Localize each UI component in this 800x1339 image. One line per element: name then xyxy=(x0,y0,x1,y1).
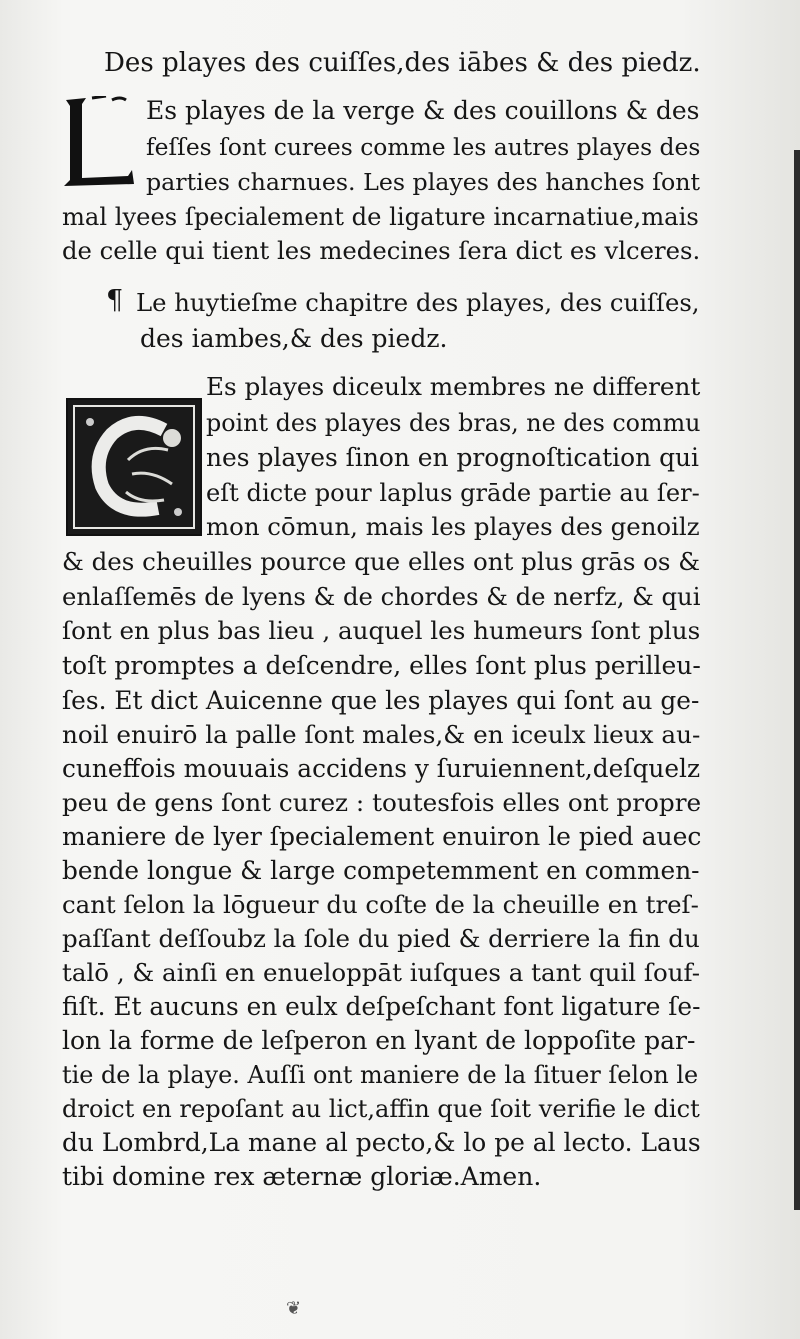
text-line: tie de la playe. Auſſi ont maniere de la ſituer ſelon le xyxy=(62,1061,699,1089)
running-head: Des playes des cuiſſes,des iābes & des piedz. xyxy=(104,48,701,78)
text-line: noil enuirō la palle ſont males,& en iceulx lieux au- xyxy=(62,720,701,749)
text-line: mal lyees ſpecialement de ligature incarnatiue,mais xyxy=(62,203,699,231)
text-line: Es playes diceulx membres ne different xyxy=(206,372,701,401)
text-line: paſſant deſſoubz la ſole du pied & derriere la fin du xyxy=(62,924,700,953)
page-edge-shadow xyxy=(794,150,800,1210)
text-line: ſes. Et dict Auicenne que les playes qui ſont au ge- xyxy=(62,686,700,715)
text-line: cuneffois mouuais accidens y ſuruiennent,deſquelz xyxy=(62,754,701,783)
chapter-heading-line: des iambes,& des piedz. xyxy=(140,324,448,353)
drop-cap-L-letter: L xyxy=(62,96,63,97)
text-line: eſt dicte pour laplus grāde partie au ſer- xyxy=(206,479,700,507)
text-line: feſſes ſont curees comme les autres playes des xyxy=(146,133,701,161)
text-line: peu de gens ſont curez : toutesfois elles ont propre xyxy=(62,788,702,817)
floral-ornament-icon xyxy=(68,400,200,534)
text-line: tibi domine rex æternæ gloriæ.Amen. xyxy=(62,1162,542,1191)
drop-cap-L xyxy=(62,96,134,188)
text-line: point des playes des bras, ne des commu xyxy=(206,409,701,437)
text-line: bende longue & large competemment en commen- xyxy=(62,856,700,885)
text-line: fiſt. Et aucuns en eulx deſpeſchant font ligature ſe- xyxy=(62,992,701,1021)
text-line: Es playes de la verge & des couillons & des xyxy=(146,96,700,125)
drop-cap-C-woodcut xyxy=(66,398,202,536)
text-line: mon cōmun, mais les playes des genoilz xyxy=(206,512,700,541)
text-line: du Lombrd,La mane al pecto,& lo pe al lecto. Laus xyxy=(62,1128,701,1157)
text-line: cant ſelon la lōgueur du coſte de la cheuille en treſ- xyxy=(62,890,699,919)
text-line: enlaſſemēs de lyens & de chordes & de nerfz, & qui xyxy=(62,582,701,611)
text-line: toſt promptes a deſcendre, elles ſont plus perilleu- xyxy=(62,651,701,680)
chapter-heading-line: Le huytieſme chapitre des playes, des cuiſſes, xyxy=(136,288,700,317)
text-line: talō , & ainſi en enueloppāt iuſques a tant quil ſouf- xyxy=(62,958,700,987)
text-line: maniere de lyer ſpecialement enuiron le pied auec xyxy=(62,822,702,851)
text-line: ſont en plus bas lieu , auquel les humeurs ſont plus xyxy=(62,616,701,645)
text-line: droict en repoſant au lict,affin que ſoit verifie le dict xyxy=(62,1095,700,1123)
pilcrow-mark: ¶ xyxy=(106,285,124,316)
text-line: & des cheuilles pource que elles ont plus grās os & xyxy=(62,547,701,576)
text-line: lon la forme de leſperon en lyant de loppoſite par- xyxy=(62,1026,696,1055)
text-line: de celle qui tient les medecines ſera dict es vlceres. xyxy=(62,236,701,265)
text-line: nes playes ſinon en prognoſtication qui xyxy=(206,443,699,472)
fleuron-mark: ❦ xyxy=(286,1298,302,1319)
text-line: parties charnues. Les playes des hanches ſont xyxy=(146,168,701,196)
